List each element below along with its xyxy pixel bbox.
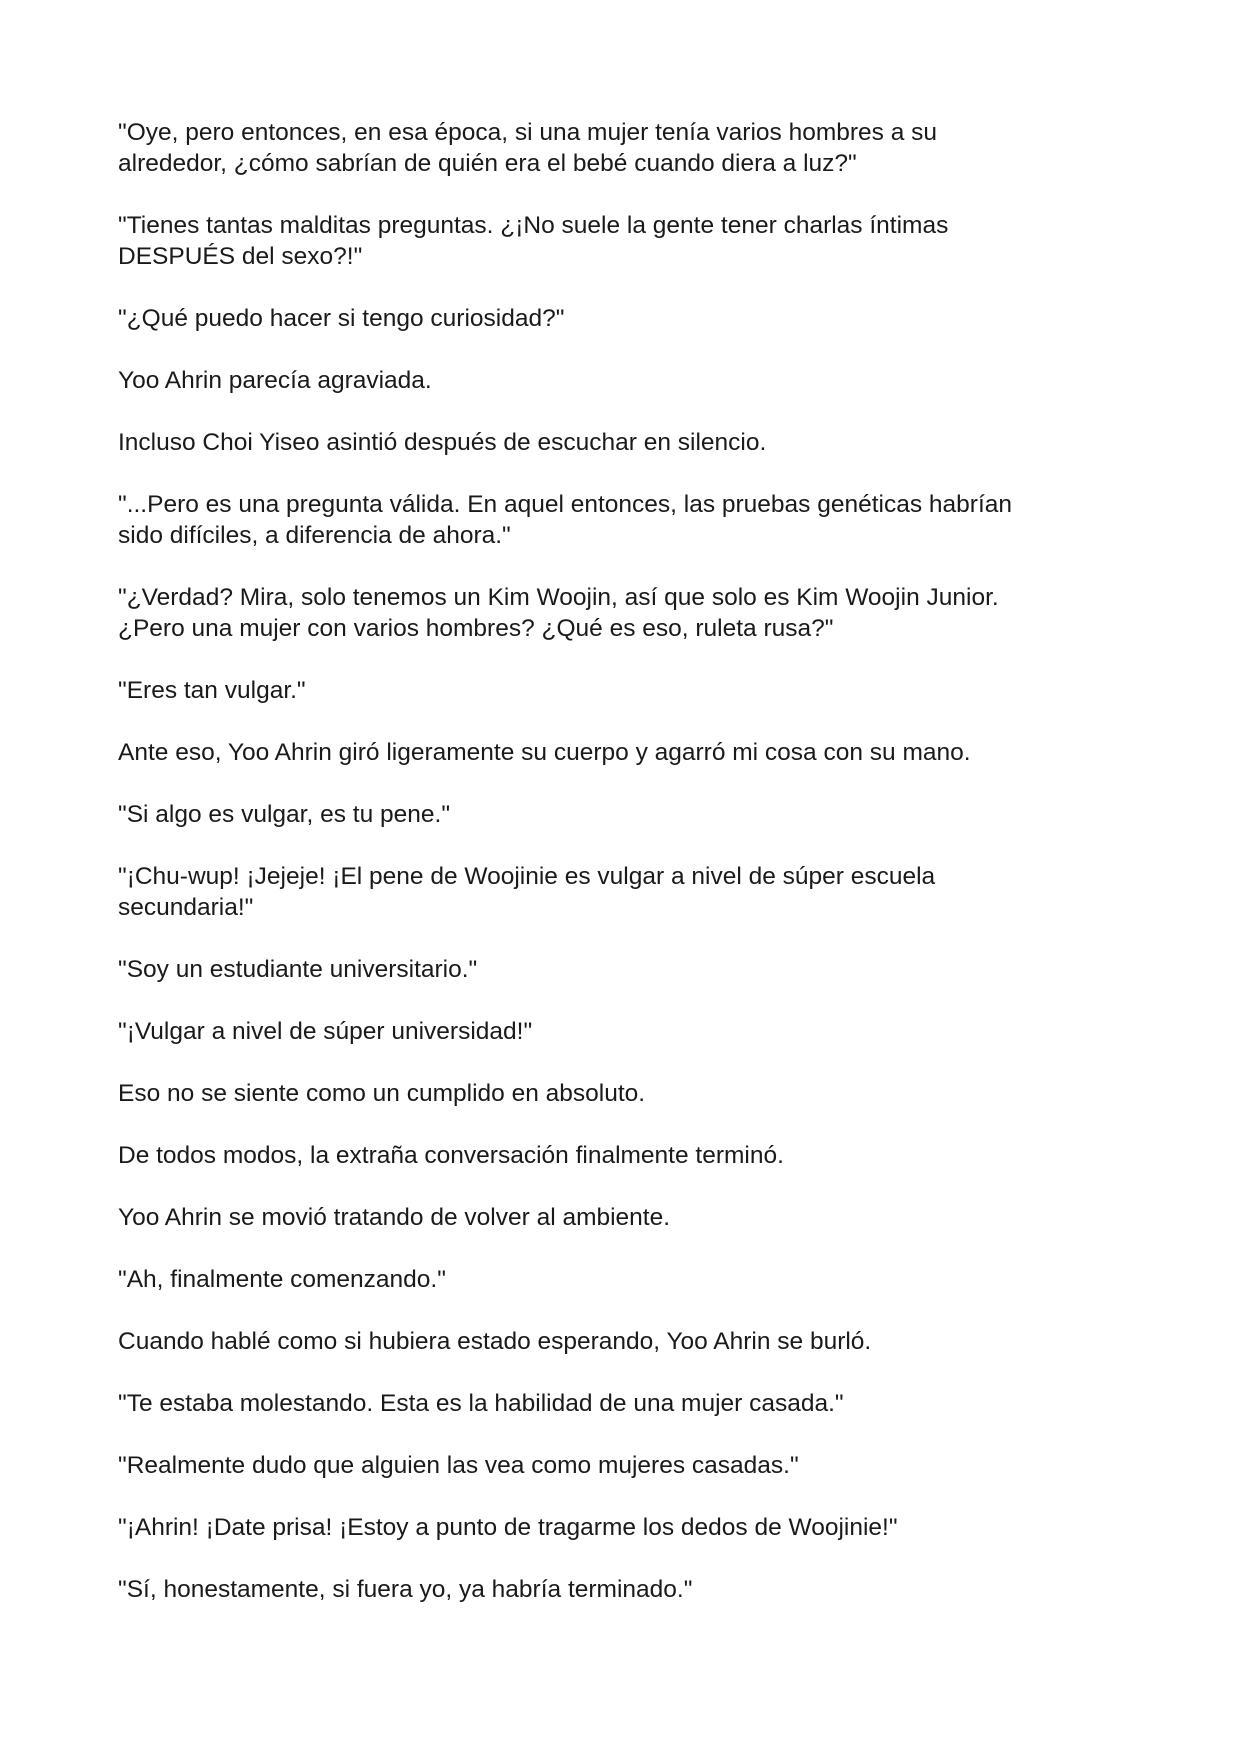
paragraph: "¡Vulgar a nivel de súper universidad!" [118, 1018, 533, 1045]
paragraph: "Realmente dudo que alguien las vea como mujeres casadas." [118, 1452, 799, 1479]
paragraph: Ante eso, Yoo Ahrin giró ligeramente su cuerpo y agarró mi cosa con su mano. [118, 739, 971, 766]
paragraph: "Si algo es vulgar, es tu pene." [118, 801, 451, 828]
paragraph: "Eres tan vulgar." [118, 677, 306, 704]
paragraph: Incluso Choi Yiseo asintió después de escuchar en silencio. [118, 429, 767, 456]
paragraph: "Ah, finalmente comenzando." [118, 1266, 446, 1293]
paragraph: "¿Qué puedo hacer si tengo curiosidad?" [118, 305, 565, 332]
paragraph: Yoo Ahrin se movió tratando de volver al ambiente. [118, 1204, 671, 1231]
paragraph: "Te estaba molestando. Esta es la habilidad de una mujer casada." [118, 1390, 844, 1417]
paragraph: "¡Ahrin! ¡Date prisa! ¡Estoy a punto de tragarme los dedos de Woojinie!" [118, 1514, 898, 1541]
paragraph: Cuando hablé como si hubiera estado esperando, Yoo Ahrin se burló. [118, 1328, 872, 1355]
document-body [118, 117, 1138, 1636]
paragraph: "Sí, honestamente, si fuera yo, ya habría terminado." [118, 1576, 693, 1603]
paragraph: "Oye, pero entonces, en esa época, si una mujer tenía varios hombres a su alrededor, ¿cómo sabrían de quién era el bebé cuando diera a luz?" [118, 119, 938, 177]
paragraph: "¿Verdad? Mira, solo tenemos un Kim Woojin, así que solo es Kim Woojin Junior. ¿Pero una mujer con varios hombres? ¿Qué es eso, ruleta rusa?" [118, 584, 999, 642]
paragraph: "Tienes tantas malditas preguntas. ¿¡No suele la gente tener charlas íntimas DESPUÉS del sexo?!" [118, 212, 949, 270]
paragraph: Yoo Ahrin parecía agraviada. [118, 367, 432, 394]
paragraph: "...Pero es una pregunta válida. En aquel entonces, las pruebas genéticas habrían sido difíciles, a diferencia de ahora." [118, 491, 1013, 549]
paragraph: "Soy un estudiante universitario." [118, 956, 478, 983]
paragraph: De todos modos, la extraña conversación finalmente terminó. [118, 1142, 784, 1169]
paragraph: Eso no se siente como un cumplido en absoluto. [118, 1080, 646, 1107]
paragraph: "¡Chu-wup! ¡Jejeje! ¡El pene de Woojinie es vulgar a nivel de súper escuela secundaria!" [118, 863, 936, 921]
